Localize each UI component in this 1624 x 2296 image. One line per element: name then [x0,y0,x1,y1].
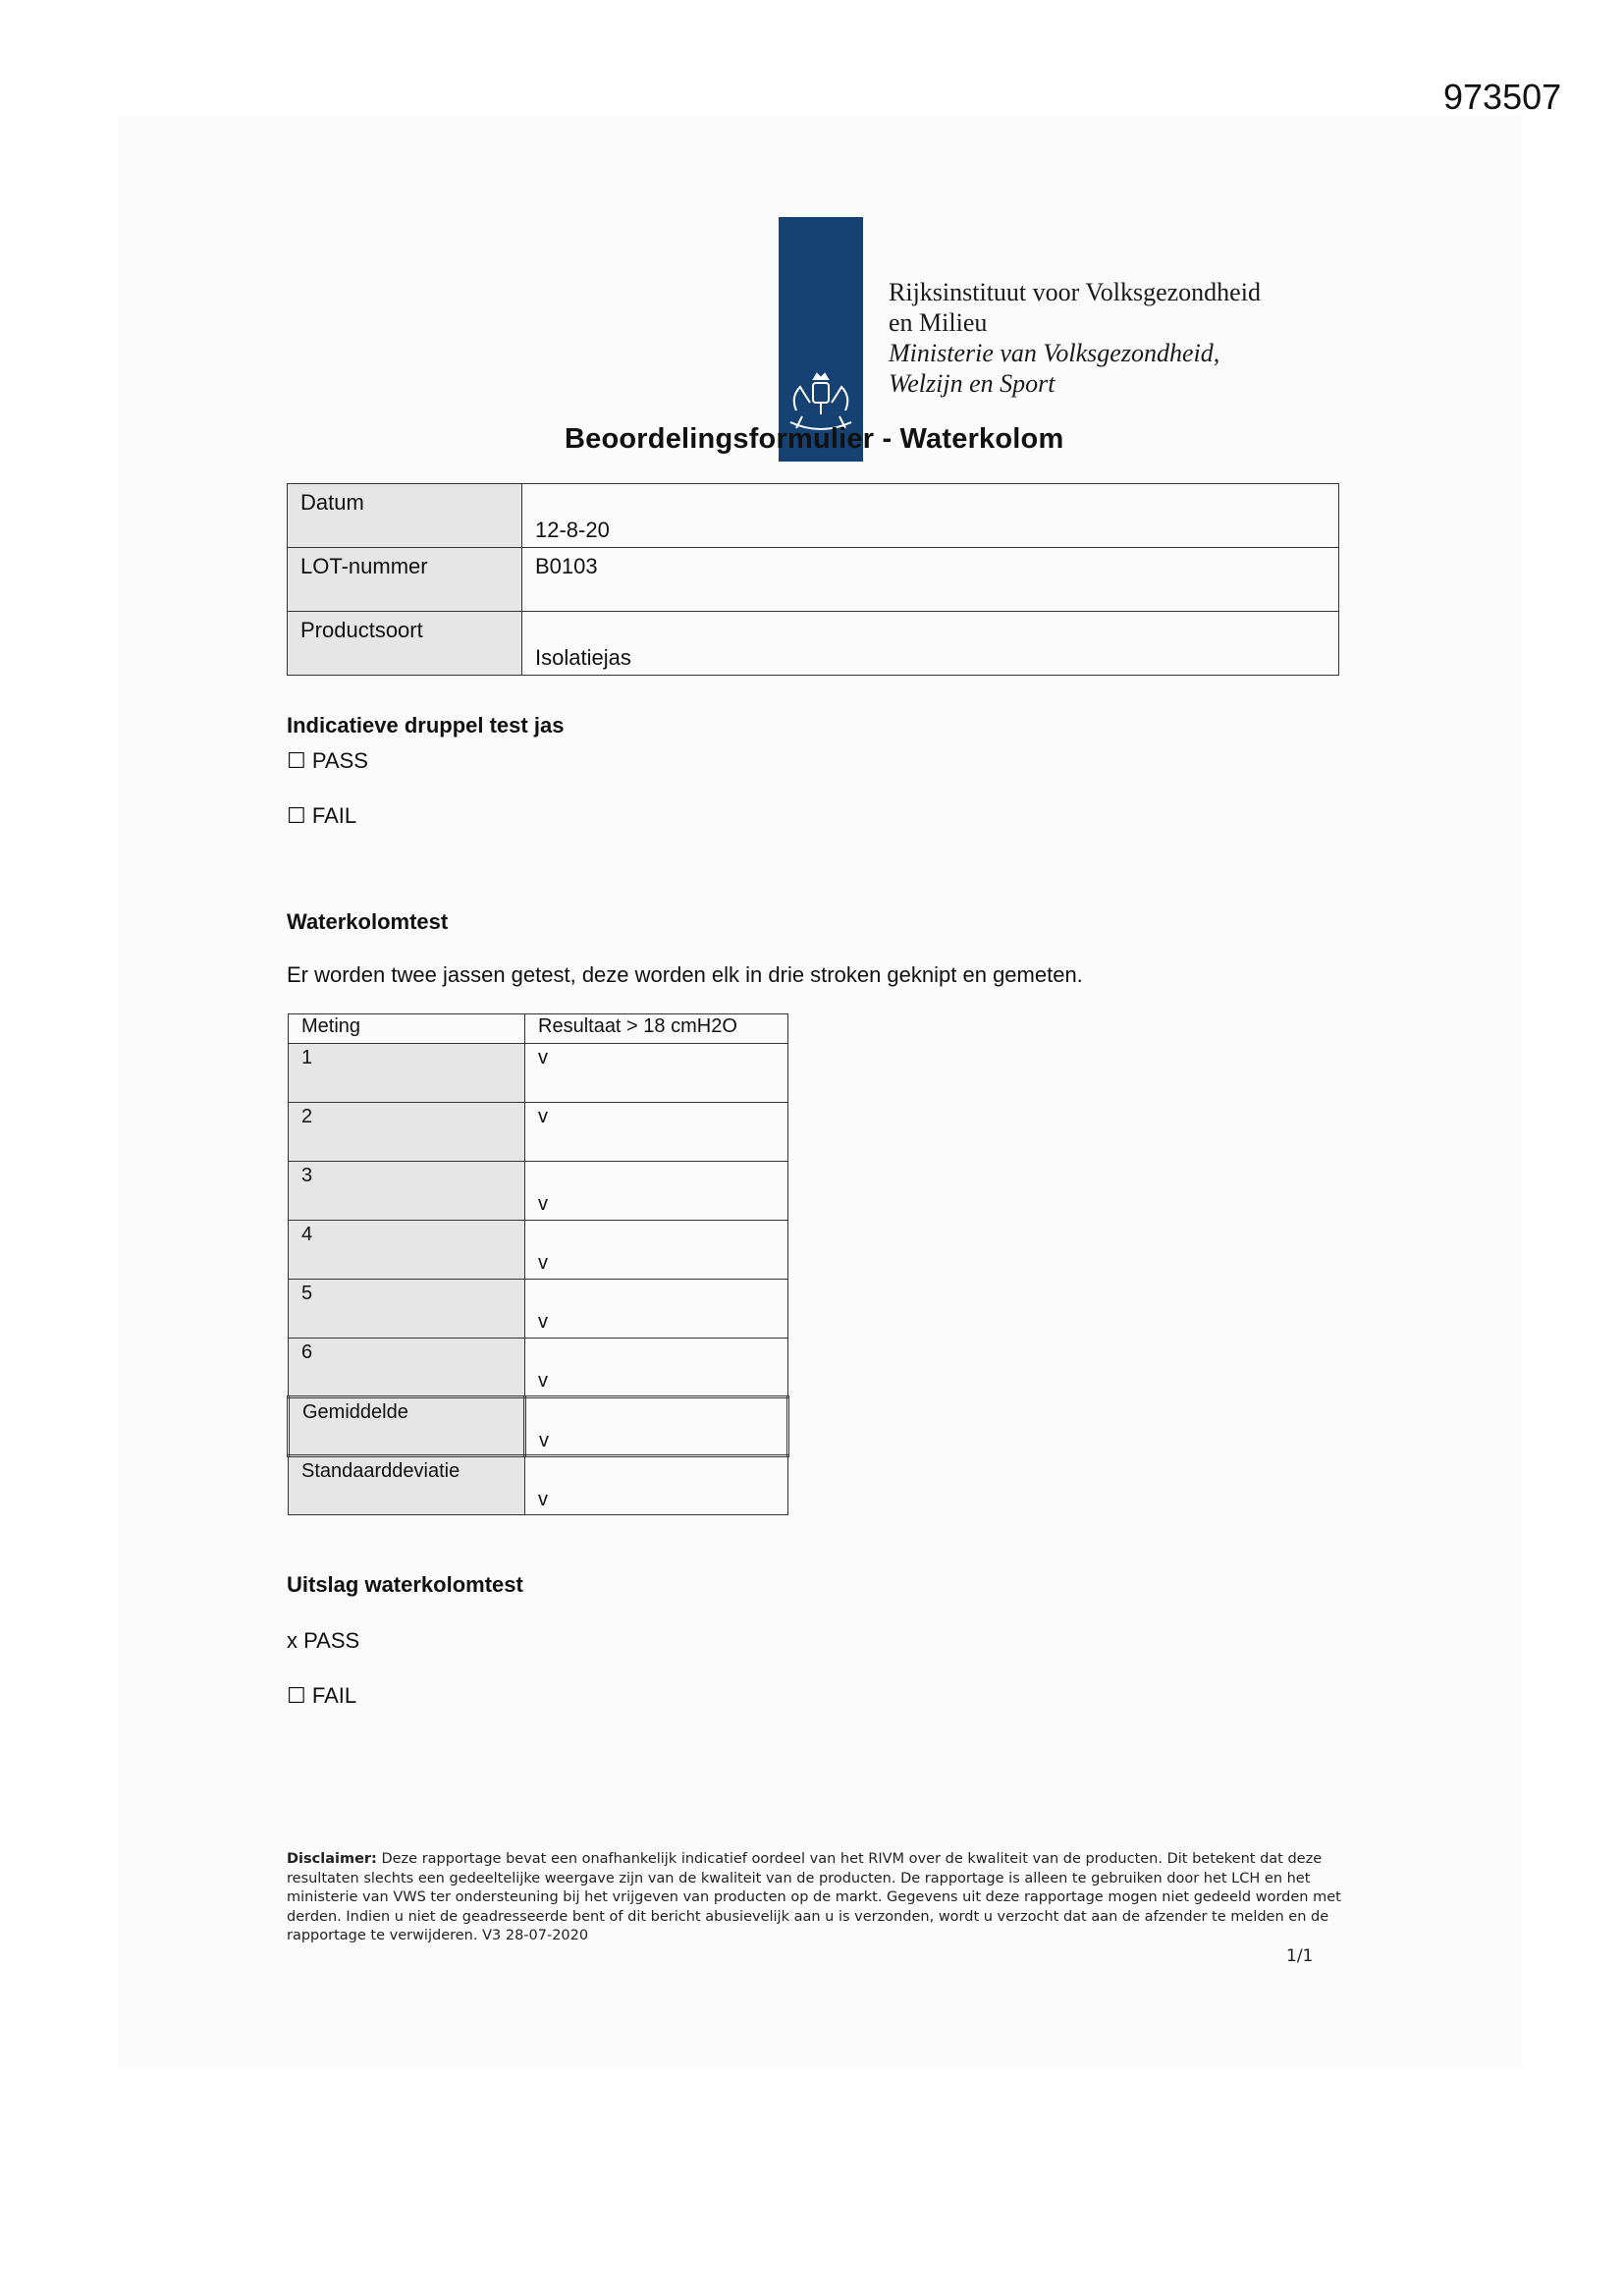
info-value: B0103 [522,548,1339,612]
row-label: 3 [289,1162,525,1221]
drop-test-pass-option[interactable] [287,748,368,774]
row-value: v [525,1162,788,1221]
row-value: v [525,1103,788,1162]
row-value: v [525,1280,788,1339]
table-row [289,1221,788,1280]
checkbox-icon[interactable]: ☐ [287,803,306,828]
result-fail-option[interactable] [287,1683,356,1709]
info-label: LOT-nummer [288,548,522,612]
measurement-table [287,1013,789,1515]
info-table [287,483,1339,676]
table-header-row [289,1014,788,1044]
info-row-lot [288,548,1339,612]
table-row-std-deviation [289,1456,788,1515]
row-label: 2 [289,1103,525,1162]
info-row-datum [288,484,1339,548]
checkbox-icon[interactable]: ☐ [287,1683,306,1708]
info-value: Isolatiejas [522,612,1339,676]
result-pass-option[interactable] [287,1628,359,1654]
column-header: Resultaat > 18 cmH2O [525,1014,788,1044]
drop-test-fail-option[interactable] [287,803,356,829]
info-row-productsoort [288,612,1339,676]
logo-text [889,277,1261,399]
row-label: Standaarddeviatie [289,1456,525,1515]
row-label: 4 [289,1221,525,1280]
water-column-description: Er worden twee jassen getest, deze worden elk in drie stroken geknipt en gemeten. [287,962,1083,987]
table-row [289,1162,788,1221]
document-title: Beoordelingsformulier - Waterkolom [565,423,1064,455]
pass-label: PASS [303,1628,360,1653]
row-label: 5 [289,1280,525,1339]
fail-label: FAIL [311,803,357,828]
checkbox-icon[interactable]: ☐ [287,748,306,773]
row-value: v [525,1456,788,1515]
pass-marker[interactable]: x [287,1628,298,1653]
document-number: 973507 [1443,77,1562,117]
info-label: Productsoort [288,612,522,676]
drop-test-heading: Indicatieve druppel test jas [287,713,565,738]
row-label: Gemiddelde [289,1397,525,1456]
info-label: Datum [288,484,522,548]
table-row [289,1103,788,1162]
ministry-name-line2: Welzijn en Sport [889,369,1056,398]
table-row-average [289,1397,788,1456]
row-label: 6 [289,1339,525,1397]
info-value: 12-8-20 [522,484,1339,548]
table-row [289,1044,788,1103]
page-number: 1/1 [1286,1946,1314,1966]
ministry-name-line1: Ministerie van Volksgezondheid, [889,339,1220,367]
fail-label: FAIL [311,1683,357,1708]
row-value: v [525,1397,788,1456]
row-label: 1 [289,1044,525,1103]
column-header: Meting [289,1014,525,1044]
table-row [289,1339,788,1397]
water-column-heading: Waterkolomtest [287,909,449,934]
row-value: v [525,1339,788,1397]
result-heading: Uitslag waterkolomtest [287,1572,523,1597]
disclaimer-text: Deze rapportage bevat een onafhankelijk indicatief oordeel van het RIVM over de kwaliteit van de producten. Dit betekent dat deze resultaten slechts een gedeeltelijke weergave zijn van de kwaliteit van de producten. De rapportage is alleen te gebruiken door het LCH en het ministerie van VWS ter ondersteuning bij het vrijgeven van producten op de markt. Gegevens uit deze rapportage mogen niet gedeeld worden met derden. Indien u niet de geadresseerde bent of dit bericht abusievelijk aan u is verzonden, wordt u verzocht dat aan de afzender te melden en de rapportage te verwijderen. V3 28-07-2020 [287,1851,1341,1943]
table-row [289,1280,788,1339]
organisation-name-line2: en Milieu [889,308,988,337]
disclaimer [287,1850,1342,1946]
disclaimer-label: Disclaimer: [287,1851,377,1867]
pass-label: PASS [311,748,368,773]
row-value: v [525,1221,788,1280]
row-value: v [525,1044,788,1103]
organisation-name-line1: Rijksinstituut voor Volksgezondheid [889,278,1261,306]
